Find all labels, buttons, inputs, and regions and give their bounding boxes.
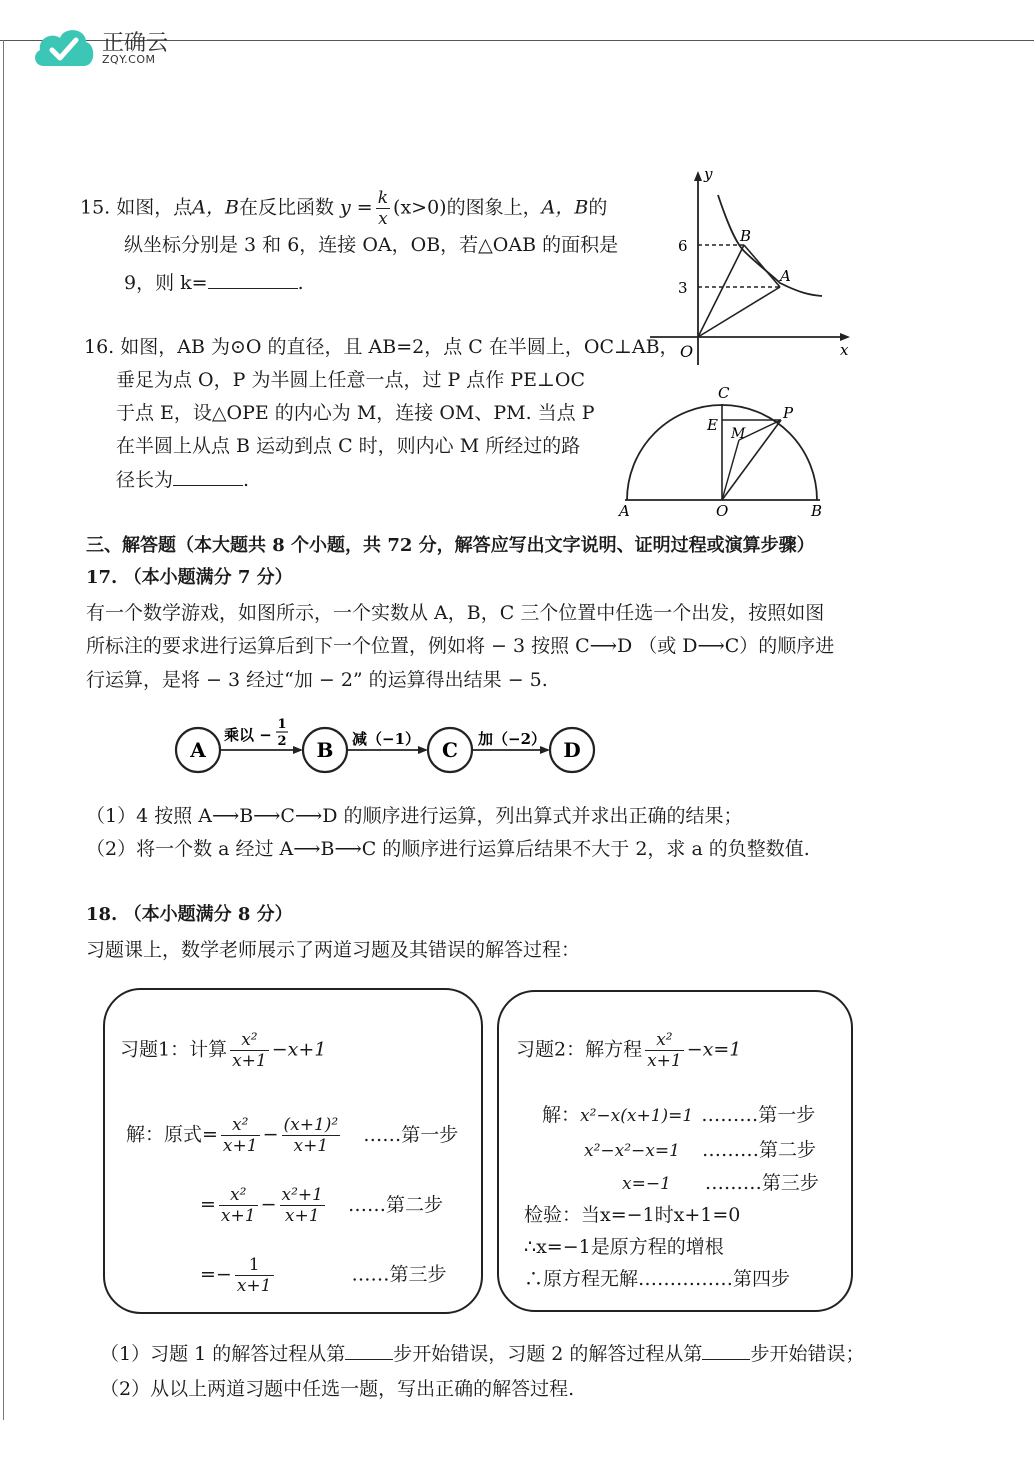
q16-line4: 在半圆上从点 B 运动到点 C 时，则内心 M 所经过的路 xyxy=(116,435,581,457)
ex2-extraneous-root: ∴x=−1是原方程的增根 xyxy=(524,1236,724,1258)
graph15-x-label: x xyxy=(840,341,849,359)
q17-sub1: （1）4 按照 A⟶B⟶C⟶D 的顺序进行运算，列出算式并求出正确的结果； xyxy=(86,805,743,827)
logo-brand: 正确云 xyxy=(102,31,169,56)
q17-sub2: （2）将一个数 a 经过 A⟶B⟶C 的顺序进行运算后结果不大于 2，求 a 的负整数值. xyxy=(86,838,810,860)
ex1-statement: 习题1：计算 $\frac{\text{x²}}{x+1}$ −x+1 xyxy=(120,1030,327,1071)
ex1-step1: 解：原式= $\frac{\text{x²}}{x+1}$ − $\frac{\text{(x+1)²}}{x+1}$ ……第一步 xyxy=(126,1115,459,1156)
graph15-tick-6: 6 xyxy=(678,237,688,255)
graph16-point-e: E xyxy=(707,416,718,434)
ex1-step2: = $\frac{\text{x²}}{x+1}$ − $\frac{\text{x²+1}}{x+1}$ ……第二步 xyxy=(200,1185,444,1226)
ex2-check: 检验：当x=−1时x+1=0 xyxy=(524,1204,741,1226)
graph16-point-c: C xyxy=(718,384,730,402)
ex2-step1: 解：x²−x(x+1)=1 ………第一步 xyxy=(542,1104,816,1126)
graph16-point-b: B xyxy=(811,502,823,520)
ex2-step2: x²−x²−x=1 ………第二步 xyxy=(584,1139,816,1161)
node-b-label: B xyxy=(316,738,334,762)
graph16-point-o: O xyxy=(716,502,729,520)
q17-para3: 行运算，是将 − 3 经过“加 − 2” 的运算得出结果 − 5. xyxy=(86,669,548,691)
q17-para2: 所标注的要求进行运算后到下一个位置，例如将 − 3 按照 C⟶D （或 D⟶C）的顺序进 xyxy=(86,635,835,657)
graph15-point-a: A xyxy=(780,267,791,285)
ex2-no-solution: ∴原方程无解……………第四步 xyxy=(524,1268,791,1290)
node-a-label: A xyxy=(190,738,206,762)
graph16-point-a: A xyxy=(619,502,630,520)
q17-para1: 有一个数学游戏，如图所示，一个实数从 A，B，C 三个位置中任选一个出发，按照如图 xyxy=(86,602,825,624)
q18-sub2: （2）从以上两道习题中任选一题，写出正确的解答过程. xyxy=(100,1378,575,1400)
q18-intro: 习题课上，数学老师展示了两道习题及其错误的解答过程： xyxy=(86,939,581,961)
logo-domain: ZQY.COM xyxy=(102,53,156,66)
op2-label: 减（−1） xyxy=(352,730,421,748)
node-c-label: C xyxy=(442,738,458,762)
graph15-tick-3: 3 xyxy=(678,279,688,297)
ex1-step3: =− $\frac{1}{x+1}$ ……第三步 xyxy=(200,1255,447,1296)
q16-graph xyxy=(615,382,830,522)
q17-operation-diagram xyxy=(170,712,610,792)
op3-label: 加（−2） xyxy=(478,730,547,748)
logo xyxy=(30,22,100,76)
graph15-y-label: y xyxy=(704,165,713,183)
graph16-point-p: P xyxy=(783,404,794,422)
graph15-point-b: B xyxy=(740,227,752,245)
graph15-origin-label: O xyxy=(680,342,694,361)
q18-blank-1[interactable] xyxy=(345,1341,393,1360)
op1-label: 乘以 − xyxy=(224,726,272,744)
q15-answer-blank[interactable] xyxy=(208,270,298,289)
left-border xyxy=(3,40,4,1420)
cloud-check-icon xyxy=(30,22,100,72)
section-3-heading: 三、解答题（本大题共 8 个小题，共 72 分，解答应写出文字说明、证明过程或演算步骤） xyxy=(86,535,815,556)
q15-line2: 纵坐标分别是 3 和 6，连接 OA，OB，若△OAB 的面积是 xyxy=(124,234,619,256)
op1-den: 2 xyxy=(277,734,287,749)
q16-line5: 径长为 . xyxy=(116,469,250,491)
graph16-point-m: M xyxy=(731,426,746,442)
op1-num: 1 xyxy=(277,717,287,732)
q15-line1: 15. 如图，点A，B在反比函数 y = $\frac{k}{x}$ (x>0)的图象上，A，B的 xyxy=(80,188,608,229)
q16-line1: 16. 如图，AB 为⊙O 的直径，且 AB=2，点 C 在半圆上，OC⊥AB， xyxy=(84,336,679,358)
q18-title: 18. （本小题满分 8 分） xyxy=(86,904,293,925)
q15-line3: 9，则 k= . xyxy=(124,272,304,294)
node-d-label: D xyxy=(563,738,581,762)
ex2-statement: 习题2：解方程 $\frac{\text{x²}}{x+1}$ −x=1 xyxy=(516,1030,742,1071)
ex2-step3: x=−1 ………第三步 xyxy=(622,1172,819,1194)
q17-title: 17. （本小题满分 7 分） xyxy=(86,567,293,588)
q16-line3: 于点 E，设△OPE 的内心为 M，连接 OM、PM. 当点 P xyxy=(116,402,595,424)
q16-answer-blank[interactable] xyxy=(173,467,243,486)
q18-blank-2[interactable] xyxy=(702,1341,750,1360)
q18-sub1: （1）习题 1 的解答过程从第 步开始错误，习题 2 的解答过程从第 步开始错误； xyxy=(100,1343,865,1365)
q16-line2: 垂足为点 O，P 为半圆上任意一点，过 P 点作 PE⊥OC xyxy=(116,369,585,391)
